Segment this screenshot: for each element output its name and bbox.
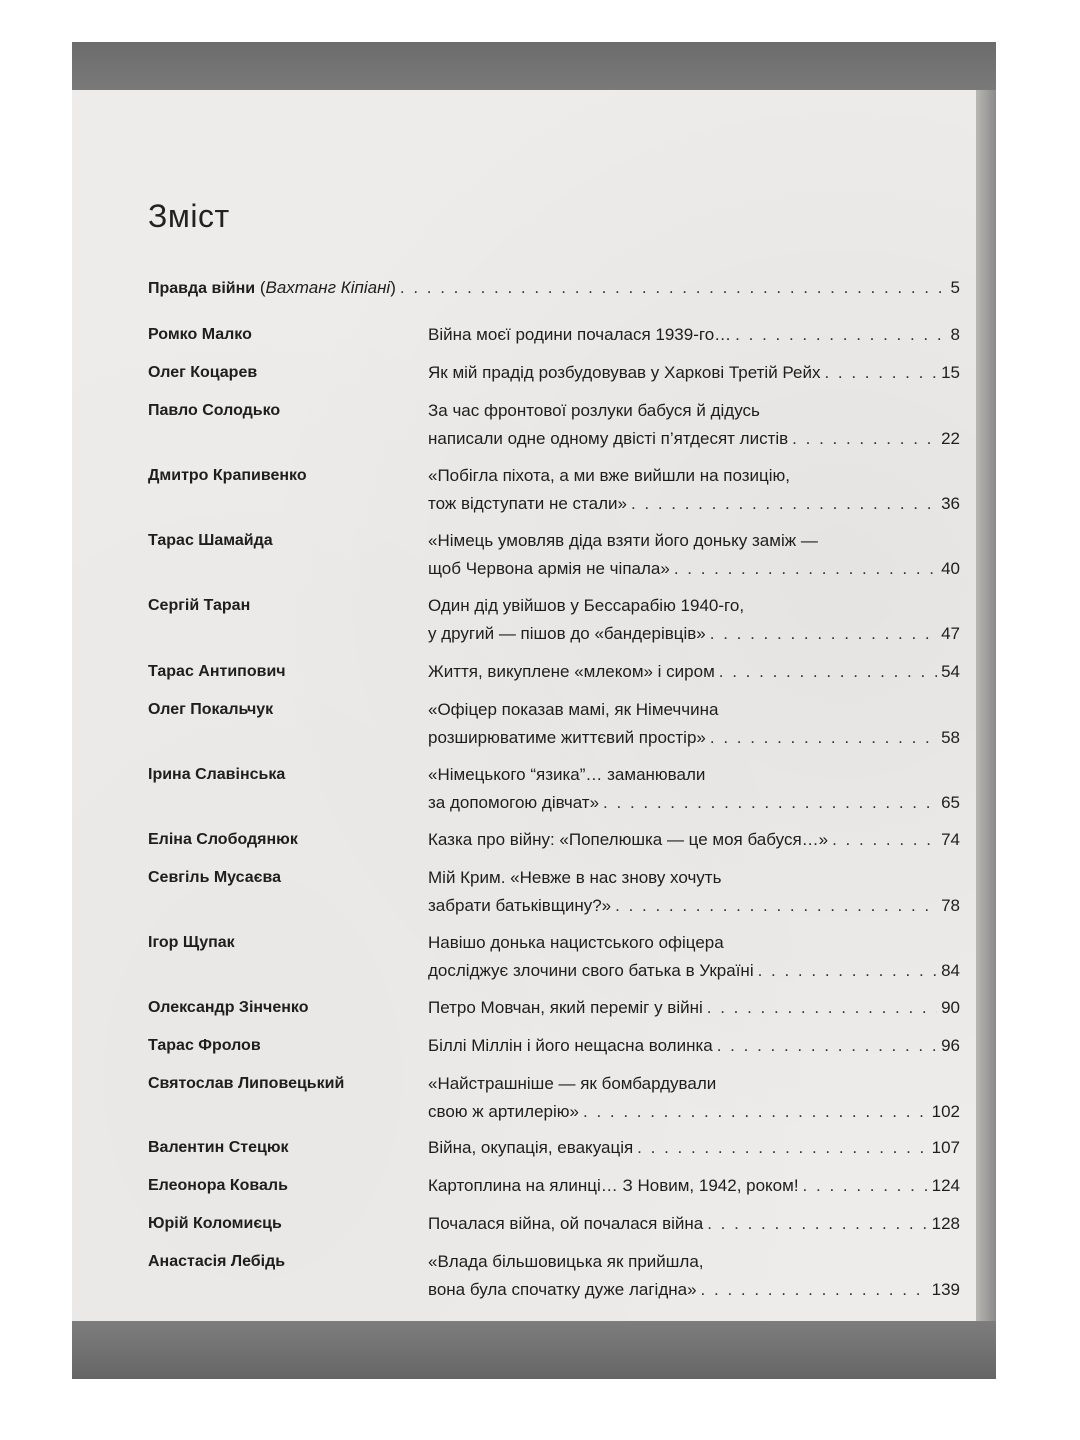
page-number: 8 — [950, 325, 960, 344]
leader-dots — [792, 429, 937, 449]
entry-title-row — [428, 624, 960, 644]
leader-dots — [803, 1176, 928, 1196]
entry-title-line: щоб Червона армія не чіпала» — [428, 559, 670, 578]
page-number: 139 — [931, 1280, 960, 1299]
leader-dots — [674, 559, 937, 579]
page-number: 107 — [931, 1138, 960, 1157]
entry-author: Ірина Славінська — [148, 766, 286, 783]
entry-title-line: «Офіцер показав мамі, як Німеччина — [428, 700, 719, 719]
page-number: 96 — [941, 1036, 960, 1055]
page-number: 58 — [941, 728, 960, 747]
entry-author: Тарас Шамайда — [148, 532, 273, 549]
page-edge-shadow — [976, 90, 996, 1323]
entry-author: Ромко Малко — [148, 326, 252, 343]
leader-dots — [400, 278, 947, 298]
page-number: 5 — [950, 278, 960, 297]
entry-title-line: Петро Мовчан, який переміг у війні — [428, 998, 703, 1017]
page-number: 47 — [941, 624, 960, 643]
page-number: 36 — [941, 494, 960, 513]
entry-title-row — [428, 1280, 960, 1300]
entry-title-line: за допомогою дівчат» — [428, 793, 600, 812]
leader-dots — [710, 728, 937, 748]
entry-title-row — [428, 1176, 960, 1196]
leader-dots — [717, 1036, 937, 1056]
entry-title-row — [428, 1138, 960, 1158]
entry-title-row — [428, 896, 960, 916]
entry-author: Дмитро Крапивенко — [148, 467, 307, 484]
entry-title-row — [428, 1214, 960, 1234]
foreword-author: Вахтанг Кіпіані — [265, 278, 391, 297]
leader-dots — [631, 494, 937, 514]
entry-title-line: «Влада більшовицька як прийшла, — [428, 1252, 704, 1271]
page-number: 84 — [941, 961, 960, 980]
foreword-entry — [148, 278, 960, 299]
entry-title-line: Навішо донька нацистського офіцера — [428, 933, 724, 952]
entry-title-row — [428, 830, 960, 850]
entry-title-row — [428, 662, 960, 682]
entry-title-line: Війна, окупація, евакуація — [428, 1138, 634, 1157]
entry-author: Олег Покальчук — [148, 701, 274, 718]
leader-dots — [735, 325, 946, 345]
scan-background — [72, 42, 996, 1379]
leader-dots — [707, 1214, 927, 1234]
entry-title-line: досліджує злочини свого батька в Україні — [428, 961, 754, 980]
leader-dots — [719, 662, 937, 682]
entry-title-line: вона була спочатку дуже лагідна» — [428, 1280, 697, 1299]
entry-author: Юрій Коломиєць — [148, 1215, 282, 1232]
entry-title-line: За час фронтової розлуки бабуся й дідусь — [428, 401, 760, 420]
book-page — [72, 90, 976, 1323]
entry-author: Анастасія Лебідь — [148, 1253, 286, 1270]
entry-author: Еліна Слободянюк — [148, 831, 298, 848]
entry-title-line: Біллі Міллін і його нещасна волинка — [428, 1036, 713, 1055]
entry-title-line: «Німець умовляв діда взяти його доньку заміж — — [428, 531, 818, 550]
page-number: 102 — [931, 1102, 960, 1121]
entry-author: Тарас Фролов — [148, 1037, 261, 1054]
entry-title-row — [428, 494, 960, 514]
entry-title-row — [428, 559, 960, 579]
entry-title-line: Картоплина на ялинці… З Новим, 1942, роком! — [428, 1176, 799, 1195]
leader-dots — [603, 793, 937, 813]
page-number: 40 — [941, 559, 960, 578]
entry-title-line: Один дід увійшов у Бессарабію 1940-го, — [428, 596, 745, 615]
entry-author: Елеонора Коваль — [148, 1177, 288, 1194]
page-number: 90 — [941, 998, 960, 1017]
foreword-paren-open: ( — [255, 278, 266, 297]
entry-author: Святослав Липовецький — [148, 1075, 345, 1092]
scan-bottom-band — [72, 1321, 996, 1379]
entry-title-line: Життя, викуплене «млеком» і сиром — [428, 662, 715, 681]
entry-author: Валентин Стецюк — [148, 1139, 289, 1156]
entry-author: Ігор Щупак — [148, 934, 235, 951]
entry-title-row — [428, 793, 960, 813]
entry-title-row — [428, 325, 960, 345]
leader-dots — [637, 1138, 927, 1158]
entry-title-line: Як мій прадід розбудовував у Харкові Третій Рейх — [428, 363, 821, 382]
entry-title-line: Почалася війна, ой почалася війна — [428, 1214, 704, 1233]
foreword-label: Правда війни — [148, 280, 256, 297]
entry-title-row — [428, 728, 960, 748]
leader-dots — [832, 830, 937, 850]
entry-title-line: «Найстрашніше — як бомбардували — [428, 1074, 717, 1093]
entry-title-row — [428, 429, 960, 449]
foreword-paren-close: ) — [390, 278, 396, 297]
page-number: 15 — [941, 363, 960, 382]
entry-title-line: «Побігла піхота, а ми вже вийшли на позицію, — [428, 466, 791, 485]
page-number: 124 — [931, 1176, 960, 1195]
scan-top-band — [72, 42, 996, 92]
entry-author: Сергій Таран — [148, 597, 251, 614]
leader-dots — [615, 896, 937, 916]
entry-author: Павло Солодько — [148, 402, 281, 419]
entry-title-line: свою ж артилерію» — [428, 1102, 579, 1121]
entry-author: Олександр Зінченко — [148, 999, 309, 1016]
entry-title-line: написали одне одному двісті п’ятдесят листів — [428, 429, 789, 448]
page-number: 74 — [941, 830, 960, 849]
entry-title-line: Казка про війну: «Попелюшка — це моя бабуся…» — [428, 830, 829, 849]
entry-title-line: розширюватиме життєвий простір» — [428, 728, 706, 747]
leader-dots — [758, 961, 937, 981]
leader-dots — [583, 1102, 928, 1122]
entry-title-line: забрати батьківщину?» — [428, 896, 612, 915]
leader-dots — [710, 624, 937, 644]
page-number: 65 — [941, 793, 960, 812]
leader-dots — [707, 998, 937, 1018]
entry-author: Севгіль Мусаєва — [148, 869, 282, 886]
entry-title-row — [428, 363, 960, 383]
page-number: 54 — [941, 662, 960, 681]
leader-dots — [824, 363, 937, 383]
entry-title-line: «Німецького “язика”… заманювали — [428, 765, 706, 784]
entry-title-line: у другий — пішов до «бандерівців» — [428, 624, 706, 643]
entry-title-line: Мій Крим. «Невже в нас знову хочуть — [428, 868, 722, 887]
entry-title-row — [428, 1036, 960, 1056]
page-number: 78 — [941, 896, 960, 915]
entry-author: Тарас Антипович — [148, 663, 286, 680]
page-number: 22 — [941, 429, 960, 448]
page-title: Зміст — [148, 198, 230, 234]
entry-title-row — [428, 998, 960, 1018]
page-number: 128 — [931, 1214, 960, 1233]
entry-author: Олег Коцарев — [148, 364, 258, 381]
entry-title-line: тож відступати не стали» — [428, 494, 627, 513]
entry-title-row — [428, 1102, 960, 1122]
leader-dots — [701, 1280, 928, 1300]
entry-title-line: Війна моєї родини почалася 1939-го… — [428, 325, 732, 344]
entry-title-row — [428, 961, 960, 981]
